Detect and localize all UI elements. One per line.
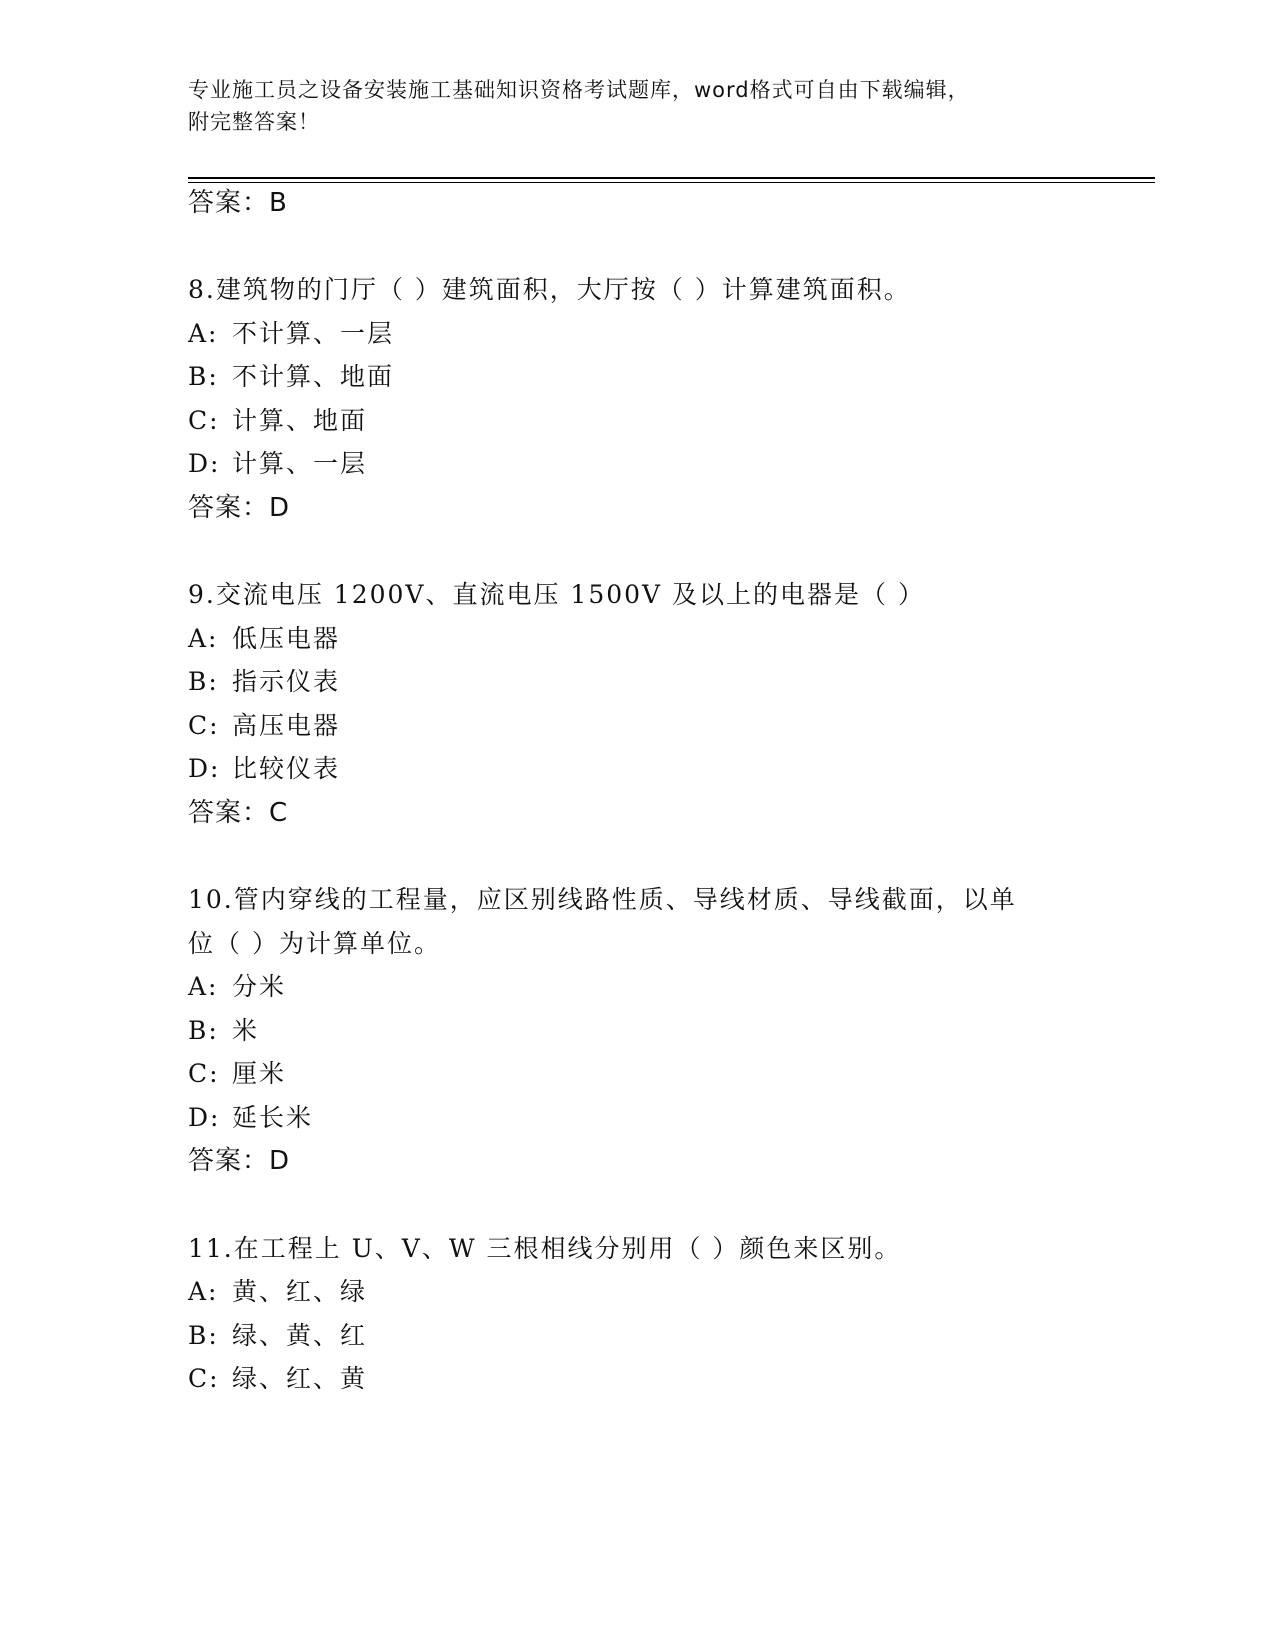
option-key: A: bbox=[188, 624, 219, 653]
question-stem: 11.在工程上 U、V、W 三根相线分别用（ ）颜色来区别。 bbox=[188, 1234, 902, 1263]
option-text: 分米 bbox=[232, 972, 287, 1001]
answer-line: 答案：B bbox=[188, 188, 288, 218]
option-key: A: bbox=[188, 1277, 219, 1306]
option-d bbox=[188, 752, 340, 786]
option-text: 不计算、地面 bbox=[232, 362, 395, 391]
option-key: C: bbox=[188, 1364, 220, 1393]
option-c bbox=[188, 1057, 286, 1091]
option-text: 比较仪表 bbox=[232, 754, 341, 783]
option-b bbox=[188, 665, 340, 699]
option-key: C: bbox=[188, 711, 220, 740]
option-key: B: bbox=[188, 362, 219, 391]
option-a bbox=[188, 970, 286, 1004]
option-text: 绿、红、黄 bbox=[232, 1364, 368, 1393]
option-text: 指示仪表 bbox=[232, 667, 341, 696]
option-text: 低压电器 bbox=[232, 624, 341, 653]
option-key: B: bbox=[188, 1321, 219, 1350]
header-line-1: 专业施工员之设备安装施工基础知识资格考试题库，word格式可自由下载编辑， bbox=[188, 78, 970, 102]
option-b bbox=[188, 1014, 259, 1048]
option-key: C: bbox=[188, 1059, 220, 1088]
question-stem: 10.管内穿线的工程量，应区别线路性质、导线材质、导线截面，以单 bbox=[188, 885, 1017, 914]
option-text: 计算、地面 bbox=[232, 406, 368, 435]
option-d bbox=[188, 1101, 313, 1135]
option-a bbox=[188, 622, 340, 656]
option-c bbox=[188, 1362, 367, 1396]
document-header bbox=[188, 74, 1088, 138]
option-c bbox=[188, 404, 367, 438]
option-b bbox=[188, 1319, 367, 1353]
question-stem: 9.交流电压 1200V、直流电压 1500V 及以上的电器是（ ） bbox=[188, 580, 925, 609]
option-b bbox=[188, 360, 394, 394]
option-text: 高压电器 bbox=[232, 711, 341, 740]
option-text: 米 bbox=[232, 1016, 260, 1045]
header-line-2: 附完整答案！ bbox=[188, 110, 320, 134]
answer-line: 答案：D bbox=[188, 1146, 291, 1176]
option-a bbox=[188, 1275, 367, 1309]
question-stem-continued: 位（ ）为计算单位。 bbox=[188, 929, 441, 958]
option-key: A: bbox=[188, 972, 219, 1001]
option-key: D: bbox=[188, 754, 221, 783]
option-key: D: bbox=[188, 1103, 221, 1132]
question-stem: 8.建筑物的门厅（ ）建筑面积，大厅按（ ）计算建筑面积。 bbox=[188, 275, 911, 304]
answer-line: 答案：C bbox=[188, 798, 289, 828]
option-text: 不计算、一层 bbox=[232, 319, 395, 348]
option-c bbox=[188, 709, 340, 743]
option-key: C: bbox=[188, 406, 220, 435]
header-divider bbox=[188, 177, 1155, 179]
option-text: 计算、一层 bbox=[232, 449, 368, 478]
header-divider-thin bbox=[188, 182, 1155, 183]
option-key: B: bbox=[188, 667, 219, 696]
answer-line: 答案：D bbox=[188, 493, 291, 523]
option-text: 绿、黄、红 bbox=[232, 1321, 368, 1350]
option-a bbox=[188, 317, 394, 351]
option-d bbox=[188, 447, 367, 481]
option-text: 黄、红、绿 bbox=[232, 1277, 368, 1306]
option-text: 延长米 bbox=[232, 1103, 314, 1132]
option-key: D: bbox=[188, 449, 221, 478]
option-key: A: bbox=[188, 319, 219, 348]
option-key: B: bbox=[188, 1016, 219, 1045]
option-text: 厘米 bbox=[232, 1059, 287, 1088]
